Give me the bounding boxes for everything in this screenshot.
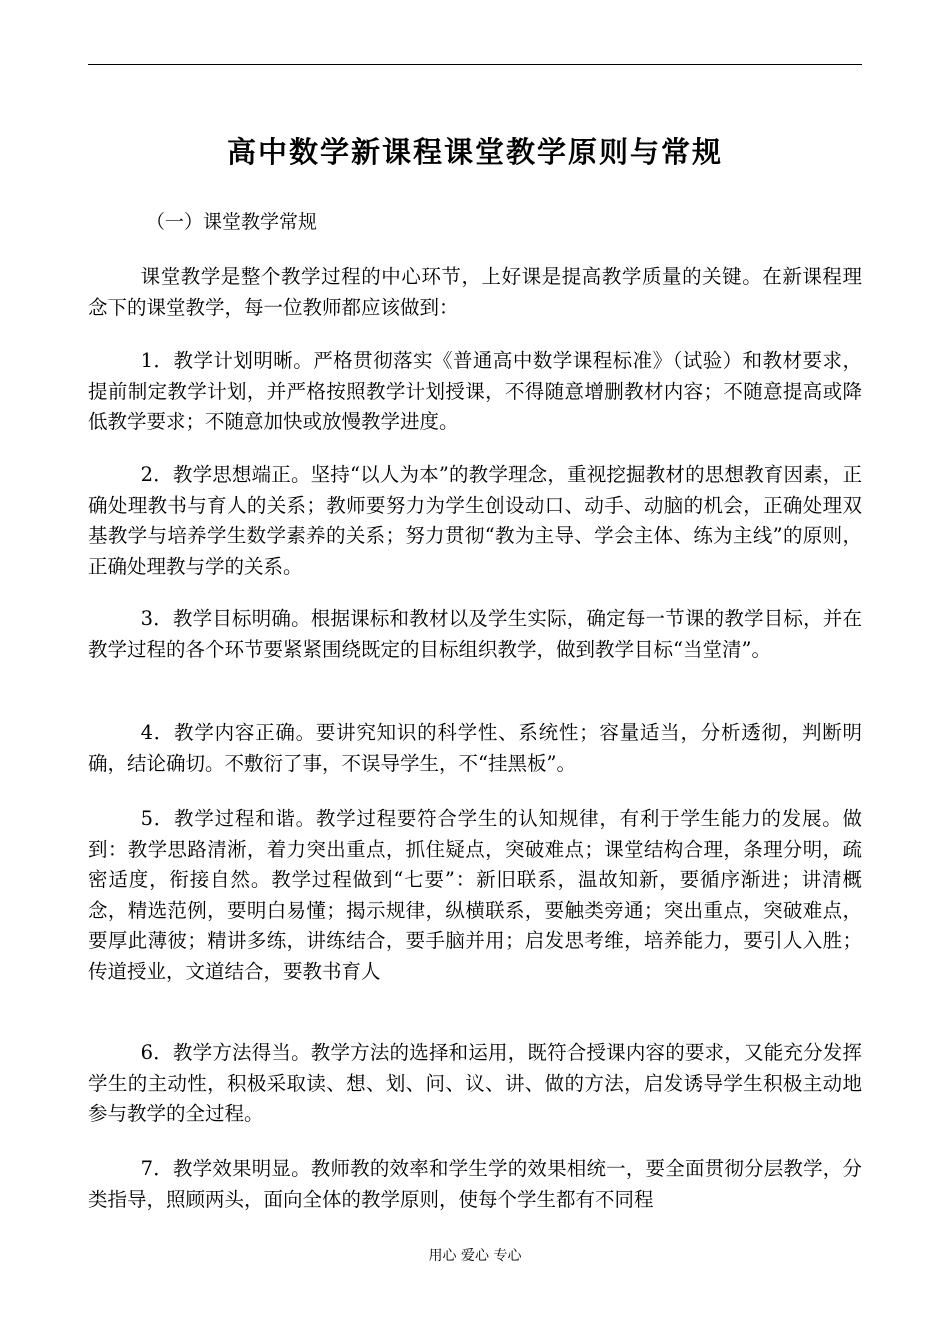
page-footer: 用心 爱心 专心 — [428, 1248, 522, 1264]
paragraph-item-7: 7．教学效果明显。教师教的效率和学生学的效果相统一，要全面贯彻分层教学，分类指导，照顾两头，面向全体的教学原则，使每个学生都有不同程 — [88, 1157, 862, 1211]
document-title: 高中数学新课程课堂教学原则与常规 — [226, 135, 723, 169]
header-rule — [88, 64, 862, 65]
section-heading: （一）课堂教学常规 — [146, 211, 318, 233]
paragraph-item-4: 4．教学内容正确。要讲究知识的科学性、系统性；容量适当，分析透彻，判断明确，结论确切。不敷衍了事，不误导学生，不“挂黑板”。 — [88, 721, 862, 775]
paragraph-item-5: 5．教学过程和谐。教学过程要符合学生的认知规律，有利于学生能力的发展。做到：教学思路清淅，着力突出重点，抓住疑点，突破难点；课堂结构合理，条理分明，疏密适度，衔接自然。教学过程做到“七要”：新旧联系，温故知新，要循序渐进；讲清概念，精选范例，要明白易懂；揭示规律，纵横联系，要触类旁通；突出重点，突破难点，要厚此薄彼；精讲多练，讲练结合，要手脑并用；启发思考维，培养能力，要引人入胜；传道授业，文道结合，要教书育人 — [88, 807, 862, 983]
paragraph-item-3: 3．教学目标明确。根据课标和教材以及学生实际，确定每一节课的教学目标，并在教学过程的各个环节要紧紧围绕既定的目标组织教学，做到教学目标“当堂清”。 — [88, 607, 862, 661]
paragraph-item-1: 1．教学计划明晰。严格贯彻落实《普通高中数学课程标准》（试验）和教材要求，提前制定教学计划，并严格按照教学计划授课，不得随意增删教材内容；不随意提高或降低教学要求；不随意加快或放慢教学进度。 — [88, 349, 862, 433]
paragraph-item-6: 6．教学方法得当。教学方法的选择和运用，既符合授课内容的要求，又能充分发挥学生的主动性，积极采取读、想、划、问、议、讲、做的方法，启发诱导学生积极主动地参与教学的全过程。 — [88, 1041, 862, 1125]
paragraph-intro: 课堂教学是整个教学过程的中心环节，上好课是提高教学质量的关键。在新课程理念下的课堂教学，每一位教师都应该做到： — [88, 265, 862, 319]
paragraph-item-2: 2．教学思想端正。坚持“以人为本”的教学理念，重视挖掘教材的思想教育因素，正确处理教书与育人的关系；教师要努力为学生创设动口、动手、动脑的机会，正确处理双基教学与培养学生数学素养的关系；努力贯彻“教为主导、学会主体、练为主线”的原则，正确处理教与学的关系。 — [88, 463, 862, 578]
